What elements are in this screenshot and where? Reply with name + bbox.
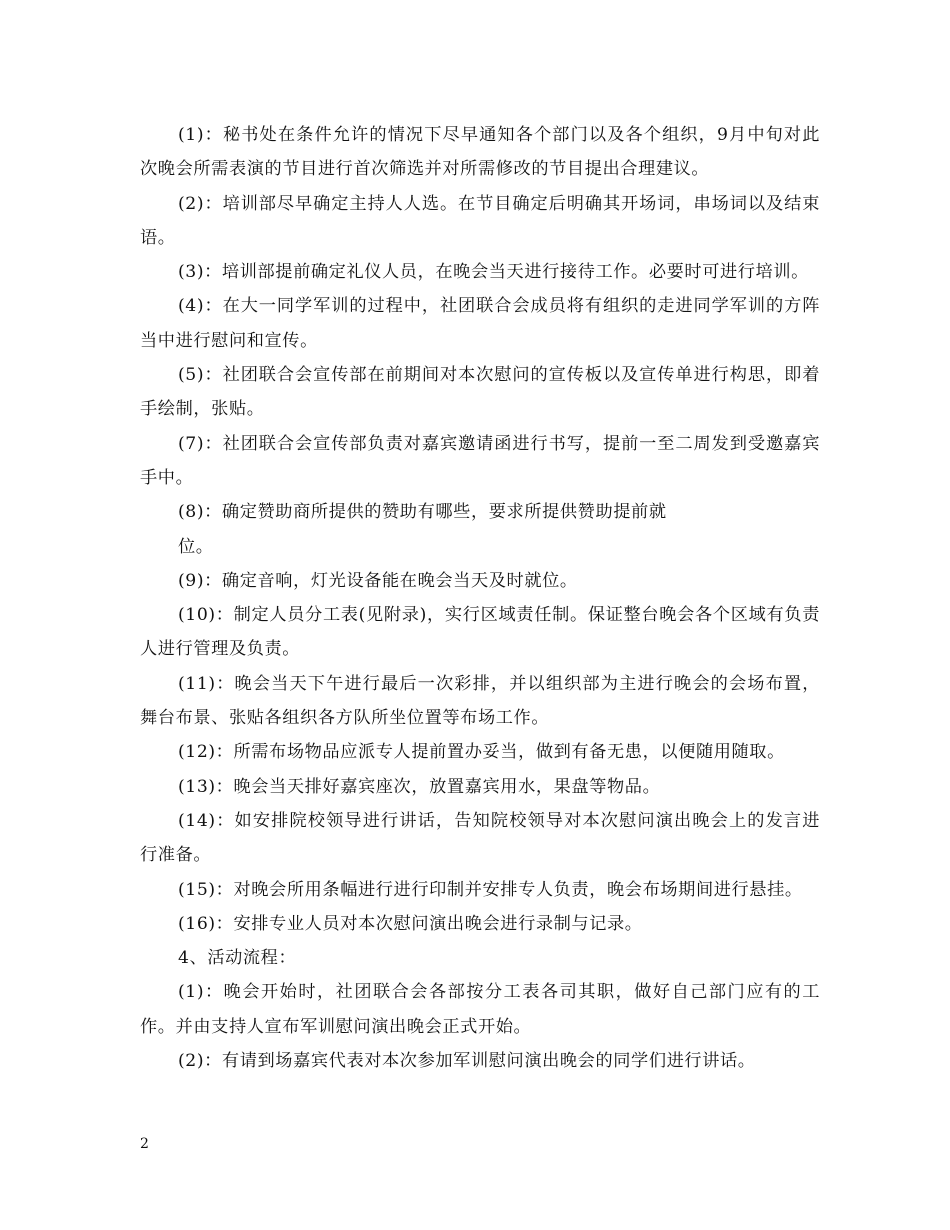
paragraph-item-8-continuation: 位。	[178, 536, 214, 557]
paragraph-item-7: (7)：社团联合会宣传部负责对嘉宾邀请函进行书写，提前一至二周发到受邀嘉宾手中。	[140, 433, 820, 488]
paragraph-item-4: (4)：在大一同学军训的过程中，社团联合会成员将有组织的走进同学军训的方阵当中进行慰问和宣传。	[140, 296, 820, 351]
paragraph-item-8	[140, 495, 760, 564]
paragraph-item-15: (15)：对晚会所用条幅进行进行印制并安排专人负责，晚会布场期间进行悬挂。	[178, 879, 803, 900]
paragraph-item-5: (5)：社团联合会宣传部在前期间对本次慰问的宣传板以及宣传单进行构思，即着手绘制，张贴。	[140, 365, 820, 420]
paragraph-item-10: (10)：制定人员分工表(见附录)，实行区域责任制。保证整台晚会各个区域有负责人进行管理及负责。	[140, 605, 820, 660]
paragraph-item-16: (16)：安排专业人员对本次慰问演出晚会进行录制与记录。	[178, 913, 643, 934]
paragraph-item-14: (14)：如安排院校领导进行讲话，告知院校领导对本次慰问演出晚会上的发言进行准备。	[140, 810, 820, 866]
paragraph-item-12: (12)：所需布场物品应派专人提前置办妥当，做到有备无患，以便随用随取。	[178, 742, 785, 763]
page-number: 2	[140, 1136, 149, 1152]
paragraph-item-13: (13)：晚会当天排好嘉宾座次，放置嘉宾用水，果盘等物品。	[178, 776, 661, 797]
paragraph-item-3: (3)：培训部提前确定礼仪人员，在晚会当天进行接待工作。必要时可进行培训。	[178, 262, 809, 283]
paragraph-item-8-text: (8)：确定赞助商所提供的赞助有哪些，要求所提供赞助提前就	[178, 502, 667, 523]
paragraph-item-1: (1)：秘书处在条件允许的情况下尽早通知各个部门以及各个组织，9月中旬对此次晚会所需表演的节目进行首次筛选并对所需修改的节目提出合理建议。	[140, 125, 820, 180]
section-heading-activity-flow: 4、活动流程：	[178, 948, 297, 969]
document-body	[140, 118, 820, 1078]
paragraph-item-9: (9)：确定音响，灯光设备能在晚会当天及时就位。	[178, 570, 578, 591]
paragraph-item-2: (2)：培训部尽早确定主持人人选。在节目确定后明确其开场词，串场词以及结束语。	[140, 193, 820, 248]
paragraph-item-11: (11)：晚会当天下午进行最后一次彩排，并以组织部为主进行晚会的会场布置，舞台布景、张贴各组织各方队所坐位置等布场工作。	[140, 673, 820, 729]
flow-item-1: (1)：晚会开始时，社团联合会各部按分工表各司其职，做好自己部门应有的工作。并由支持人宣布军训慰问演出晚会正式开始。	[140, 982, 820, 1037]
flow-item-2: (2)：有请到场嘉宾代表对本次参加军训慰问演出晚会的同学们进行讲话。	[178, 1051, 756, 1072]
